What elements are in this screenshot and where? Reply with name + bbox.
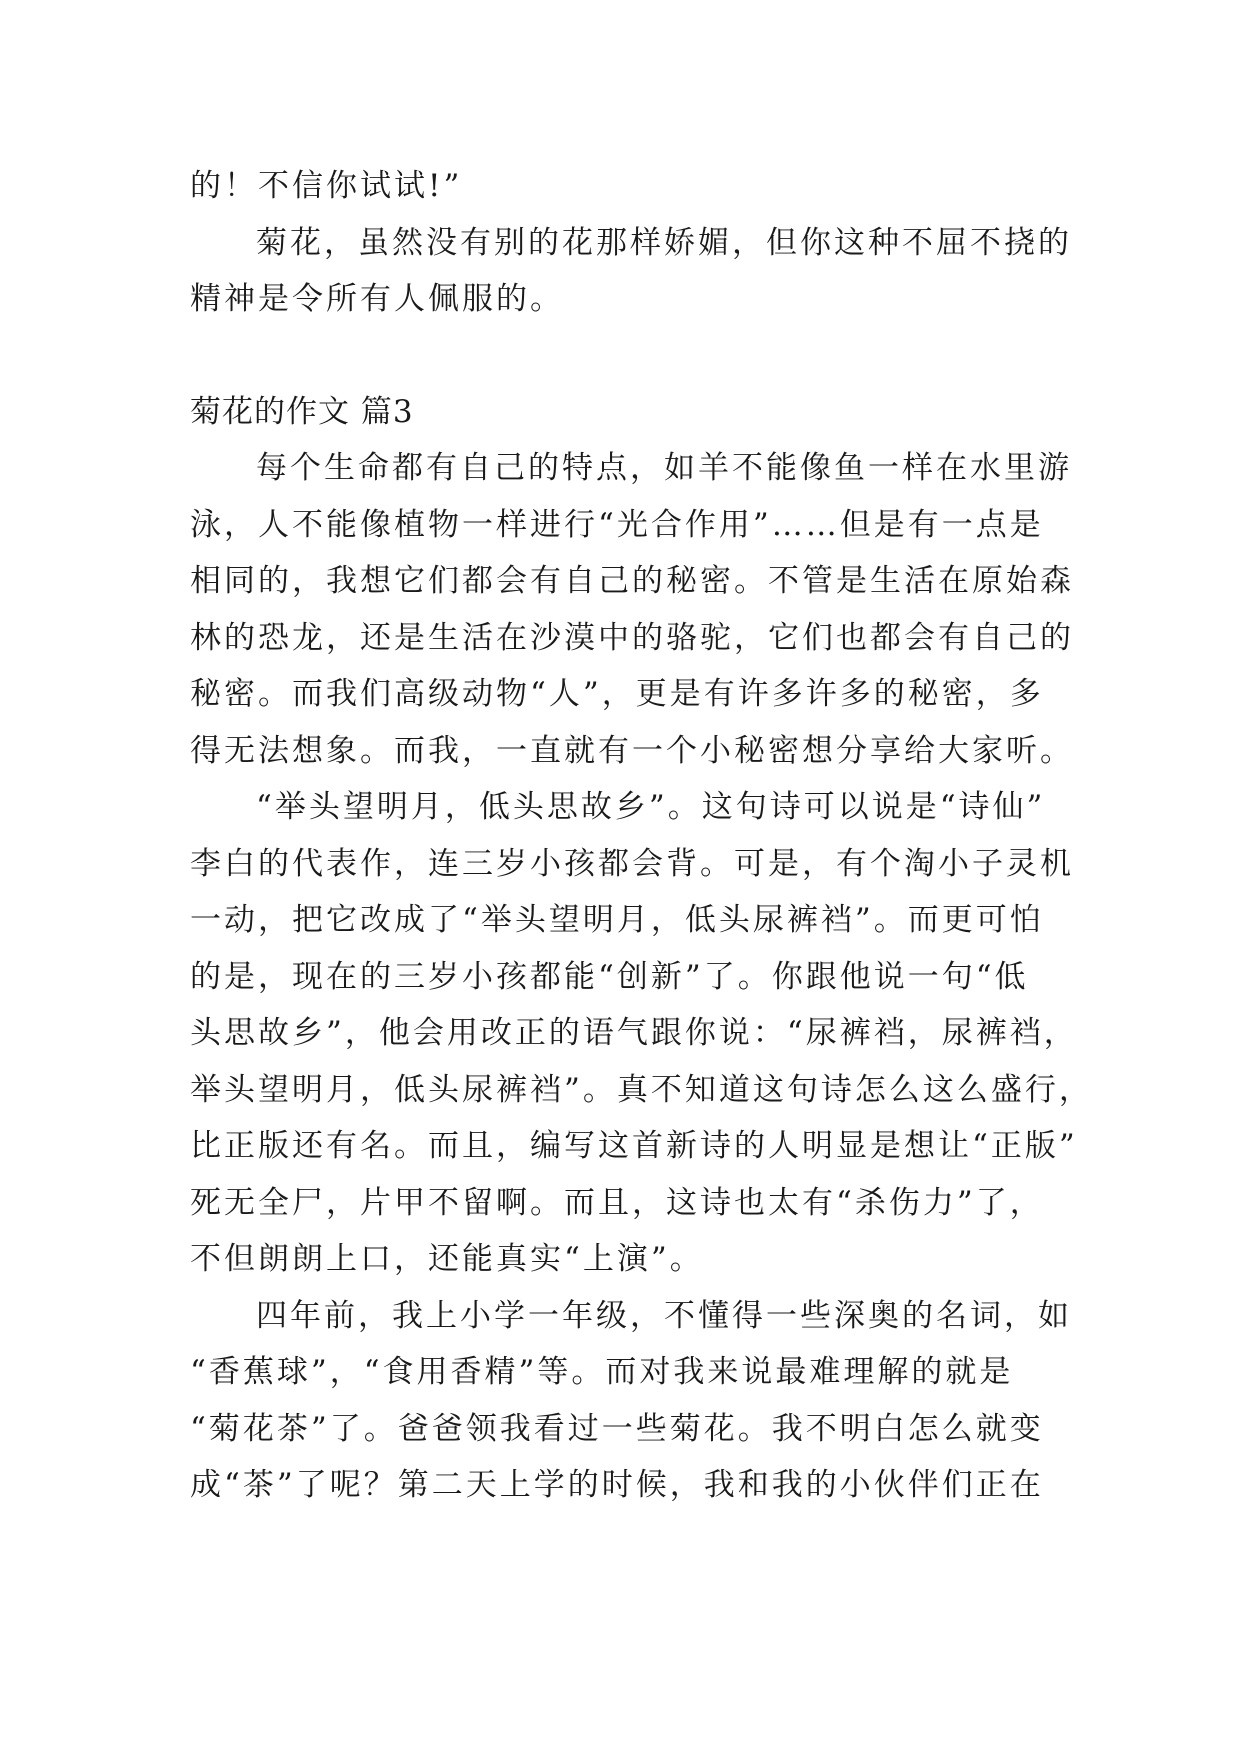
document-body bbox=[190, 158, 1093, 1514]
paragraph-continued bbox=[190, 158, 1050, 215]
text-line: 每个生命都有自己的特点，如羊不能像鱼一样在水里游 bbox=[256, 450, 1072, 486]
text-line: 不但朗朗上口，还能真实“上演”。 bbox=[190, 1241, 704, 1277]
text-line: 精神是令所有人佩服的。 bbox=[190, 281, 564, 317]
section-spacer bbox=[190, 328, 1050, 384]
section-heading: 菊花的作文 篇3 bbox=[190, 393, 414, 430]
text-line: 菊花，虽然没有别的花那样娇媚，但你这种不屈不挠的 bbox=[256, 224, 1072, 261]
text-line: 头思故乡”，他会用改正的语气跟你说：“尿裤裆，尿裤裆， bbox=[190, 1015, 1078, 1051]
text-line: “举头望明月，低头思故乡”。这句诗可以说是“诗仙” bbox=[256, 789, 1046, 825]
paragraph bbox=[190, 779, 1093, 1288]
text-line: 得无法想象。而我，一直就有一个小秘密想分享给大家听。 bbox=[190, 732, 1074, 769]
paragraph bbox=[190, 440, 1074, 779]
text-line: 泳，人不能像植物一样进行“光合作用”……但是有一点是 bbox=[190, 506, 1044, 543]
paragraph bbox=[190, 215, 1072, 328]
text-line: 的是，现在的三岁小孩都能“创新”了。你跟他说一句“低 bbox=[190, 958, 1029, 995]
text-line: 的！不信你试试!” bbox=[190, 168, 463, 204]
text-line: 一动，把它改成了“举头望明月，低头尿裤裆”。而更可怕 bbox=[190, 902, 1044, 938]
text-line: “菊花茶”了。爸爸领我看过一些菊花。我不明白怎么就变 bbox=[190, 1410, 1044, 1447]
text-line: 比正版还有名。而且，编写这首新诗的人明显是想让“正版” bbox=[190, 1128, 1078, 1164]
text-line: 秘密。而我们高级动物“人”，更是有许多许多的秘密，多 bbox=[190, 676, 1044, 712]
paragraph bbox=[190, 1288, 1072, 1514]
text-line: 林的恐龙，还是生活在沙漠中的骆驼，它们也都会有自己的 bbox=[190, 619, 1074, 656]
text-line: 举头望明月，低头尿裤裆”。真不知道这句诗怎么这么盛行， bbox=[190, 1071, 1093, 1108]
text-line: 相同的，我想它们都会有自己的秘密。不管是生活在原始森 bbox=[190, 563, 1074, 599]
text-line: 李白的代表作，连三岁小孩都会背。可是，有个淘小子灵机 bbox=[190, 845, 1074, 882]
text-line: “香蕉球”，“食用香精”等。而对我来说最难理解的就是 bbox=[190, 1354, 1014, 1390]
text-line: 四年前，我上小学一年级，不懂得一些深奥的名词，如 bbox=[256, 1297, 1072, 1334]
text-line: 成“茶”了呢？第二天上学的时候，我和我的小伙伴们正在 bbox=[190, 1467, 1044, 1503]
text-line: 死无全尸，片甲不留啊。而且，这诗也太有“杀伤力”了， bbox=[190, 1184, 1044, 1221]
